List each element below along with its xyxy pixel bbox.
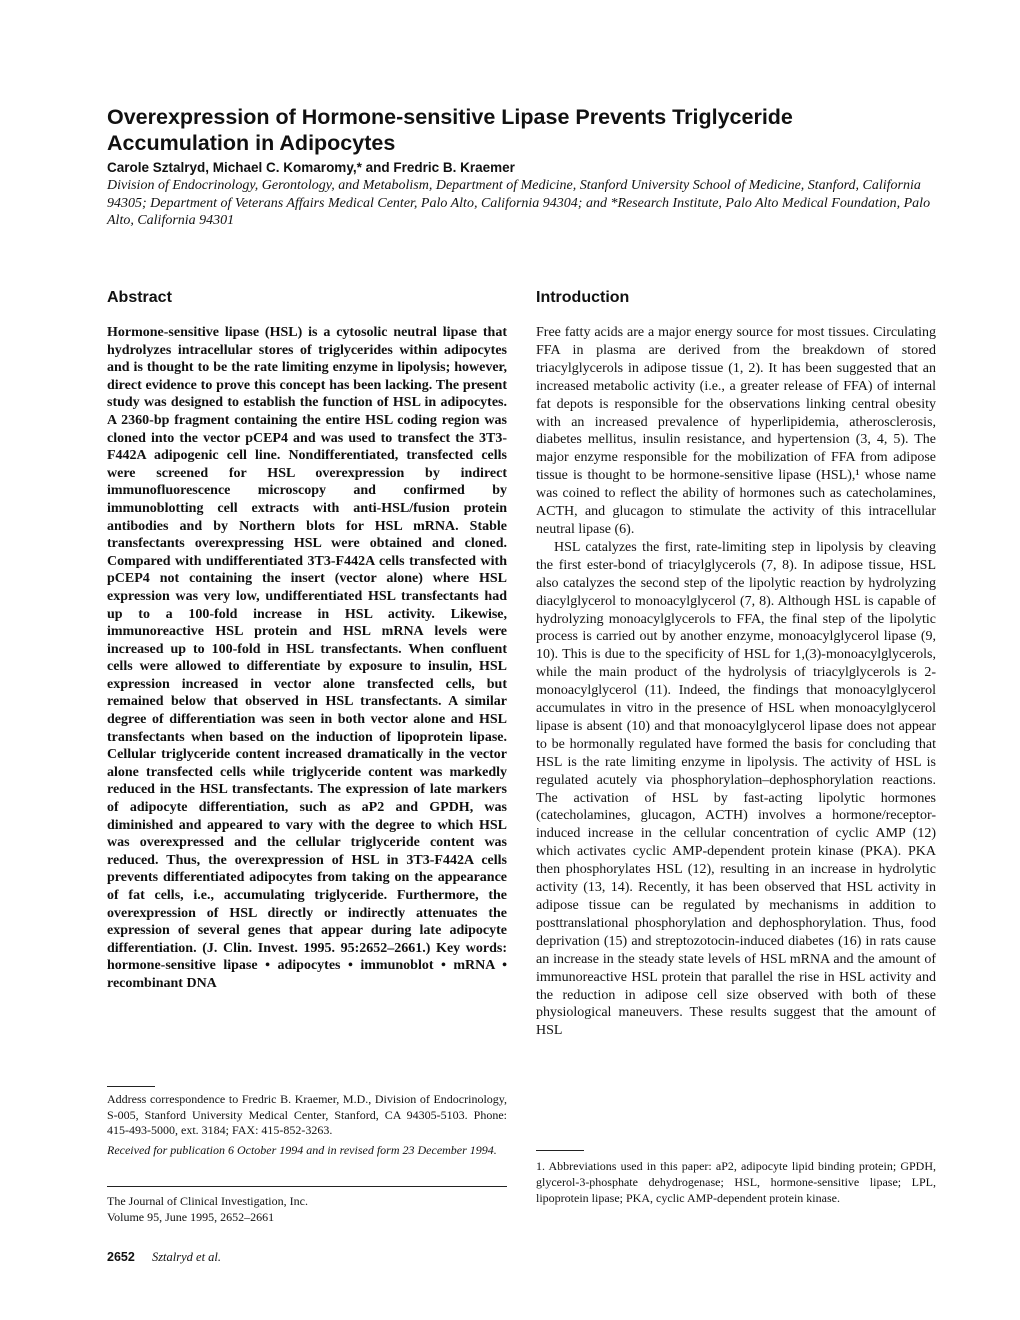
abbreviations-footnote — [536, 1150, 936, 1206]
affiliation: Division of Endocrinology, Gerontology, and Metabolism, Department of Medicine, Stanford University School of Medicine, Stanford, California 94305; Department of Veterans Affairs Medical Center, Palo Alto, California 94304; and *Research Institute, Palo Alto Medical Foundation, Palo Alto, California 94301 — [107, 178, 931, 228]
journal-divider — [107, 1186, 507, 1187]
journal-info — [107, 1186, 507, 1225]
intro-paragraph-1: Free fatty acids are a major energy source for most tissues. Circulating FFA in plasma are derived from the breakdown of stored triacylglycerols in adipose tissue (1, 2). It has been suggested that an increased metabolic activity (i.e., a greater release of FFA) of internal fat depots is responsible for the observations linking central obesity with an increased prevalence of hyperlipidemia, atherosclerosis, diabetes mellitus, insulin resistance, and hypertension (3, 4, 5). The major enzyme responsible for the mobilization of FFA from adipose tissue is thought to be hormone-sensitive lipase (HSL),¹ whose name was coined to reflect the ability of hormones such as catecholamines, ACTH, and glucagon to stimulate the activity of this intracellular neutral lipase (6). — [536, 325, 936, 537]
correspondence-address: Address correspondence to Fredric B. Kraemer, M.D., Division of Endocrinology, S-005, Stanford University Medical Center, Stanford, CA 94305-5103. Phone: 415-493-5000, ext. 3184; FAX: 415-852-3263. — [107, 1092, 507, 1138]
received-date: Received for publication 6 October 1994 and in revised form 23 December 1994. — [107, 1142, 497, 1157]
running-head: Sztalryd et al. — [151, 1250, 222, 1264]
abstract-text: Hormone-sensitive lipase (HSL) is a cytosolic neutral lipase that hydrolyzes intracellular stores of triglycerides within adipocytes and is thought to be the rate limiting enzyme in lipolysis; however, direct evidence to prove this concept has been lacking. The present study was designed to establish the function of HSL in adipocytes. A 2360-bp fragment containing the entire HSL coding region was cloned into the vector pCEP4 and was used to transfect the 3T3-F442A adipogenic cell line. Nondifferentiated, transfected cells were screened for HSL overexpression by indirect immunofluorescence microscopy and confirmed by immunoblotting cell extracts with anti-HSL/fusion protein antibodies and by Northern blots for HSL mRNA. Stable transfectants overexpressing HSL were obtained and cloned. Compared with undifferentiated 3T3-F442A cells transfected with pCEP4 not containing the insert (vector alone) where HSL expression was very low, undifferentiated HSL transfectants had up to a 100-fold increase in HSL activity. Likewise, immunoreactive HSL protein and HSL mRNA levels were increased up to 100-fold in HSL transfectants. When confluent cells were allowed to differentiate by exposure to insulin, HSL expression increased in vector alone transfected cells, but remained below that observed in HSL transfectants. A similar degree of differentiation was seen in both vector alone and HSL transfectants when based on the induction of lipoprotein lipase. Cellular triglyceride content increased dramatically in the vector alone transfected cells while triglyceride content was markedly reduced in the HSL transfectants. The expression of late markers of adipocyte differentiation, such as aP2 and GPDH, was diminished and appeared to vary with the degree to which HSL was overexpressed and the cellular triglyceride content was reduced. Thus, the overexpression of HSL in 3T3-F442A cells prevents differentiated adipocytes from taking on the appearance of fat cells, i.e., accumulating triglyceride. Furthermore, the overexpression of HSL directly or indirectly attenuates the expression of several genes that appear during late adipocyte differentiation. (J. Clin. Invest. 1995. 95:2652–2661.) Key words: hormone-sensitive lipase • adipocytes • immunoblot • mRNA • recombinant DNA — [107, 325, 507, 991]
journal-name: The Journal of Clinical Investigation, Inc. — [107, 1194, 308, 1208]
journal-volume: Volume 95, June 1995, 2652–2661 — [107, 1210, 275, 1224]
footnote-divider — [107, 1086, 155, 1087]
footnote-rule — [536, 1150, 584, 1151]
intro-paragraph-2: HSL catalyzes the first, rate-limiting step in lipolysis by cleaving the first ester-bond of triacylglycerols (7, 8). In adipose tissue, HSL also catalyzes the second step of the lipolytic reaction by hydrolyzing diacylglycerol to monoacylglycerol (7, 8). Although HSL is capable of hydrolyzing monoacylglycerols to FFA, the final step of the lipolytic process is carried out by another enzyme, monoacylglycerol lipase (9, 10). This is due to the specificity of HSL for 1,(3)-monoacylglycerols, while the main product of the hydrolysis of triacylglycerols is 2-monoacylglycerol (11). Indeed, the findings that monoacylglycerol accumulates in vitro in the presence of HSL when monoacylglycerol lipase is absent (10) and that monoacylglycerol lipase does not appear to be hormonally regulated have formed the basis for concluding that HSL is the rate limiting enzyme in lipolysis. The activity of HSL is regulated acutely via phosphorylation–dephosphorylation reactions. The activation of HSL by fast-acting lipolytic hormones (catecholamines, glucagon, ACTH) involves a hormone/receptor-induced increase in the cellular concentration of cyclic AMP (12) which activates cyclic AMP-dependent protein kinase (PKA). PKA then phosphorylates HSL (12), resulting in an increase in hydrolytic activity (13, 14). Recently, it has been observed that HSL activity in adipose tissue can be regulated by mechanisms in addition to posttranslational phosphorylation and dephosphorylation. Thus, food deprivation (15) and streptozotocin-induced diabetes (16) in rats cause an increase in the steady state levels of HSL mRNA and the amount of immunoreactive HSL protein that parallel the rise in HSL activity and the reduction in adipose cell size observed with both of these physiological maneuvers. These results suggest that the amount of HSL — [536, 539, 936, 1039]
introduction-section — [536, 288, 936, 1040]
abstract-section — [107, 288, 507, 993]
abbreviations-text: 1. Abbreviations used in this paper: aP2, adipocyte lipid binding protein; GPDH, glycerol-3-phosphate dehydrogenase; HSL, hormone-sensitive lipase; LPL, lipoprotein lipase; PKA, cyclic AMP-dependent protein kinase. — [536, 1159, 936, 1205]
page-footer — [107, 1250, 221, 1265]
correspondence-note — [107, 1086, 507, 1158]
author-list: Carole Sztalryd, Michael C. Komaromy,* and Fredric B. Kraemer — [107, 160, 515, 175]
page-number: 2652 — [107, 1250, 135, 1264]
introduction-heading: Introduction — [536, 289, 630, 306]
abstract-heading: Abstract — [107, 289, 172, 306]
article-title: Overexpression of Hormone-sensitive Lipase Prevents Triglyceride Accumulation in Adipocytes — [107, 105, 793, 155]
